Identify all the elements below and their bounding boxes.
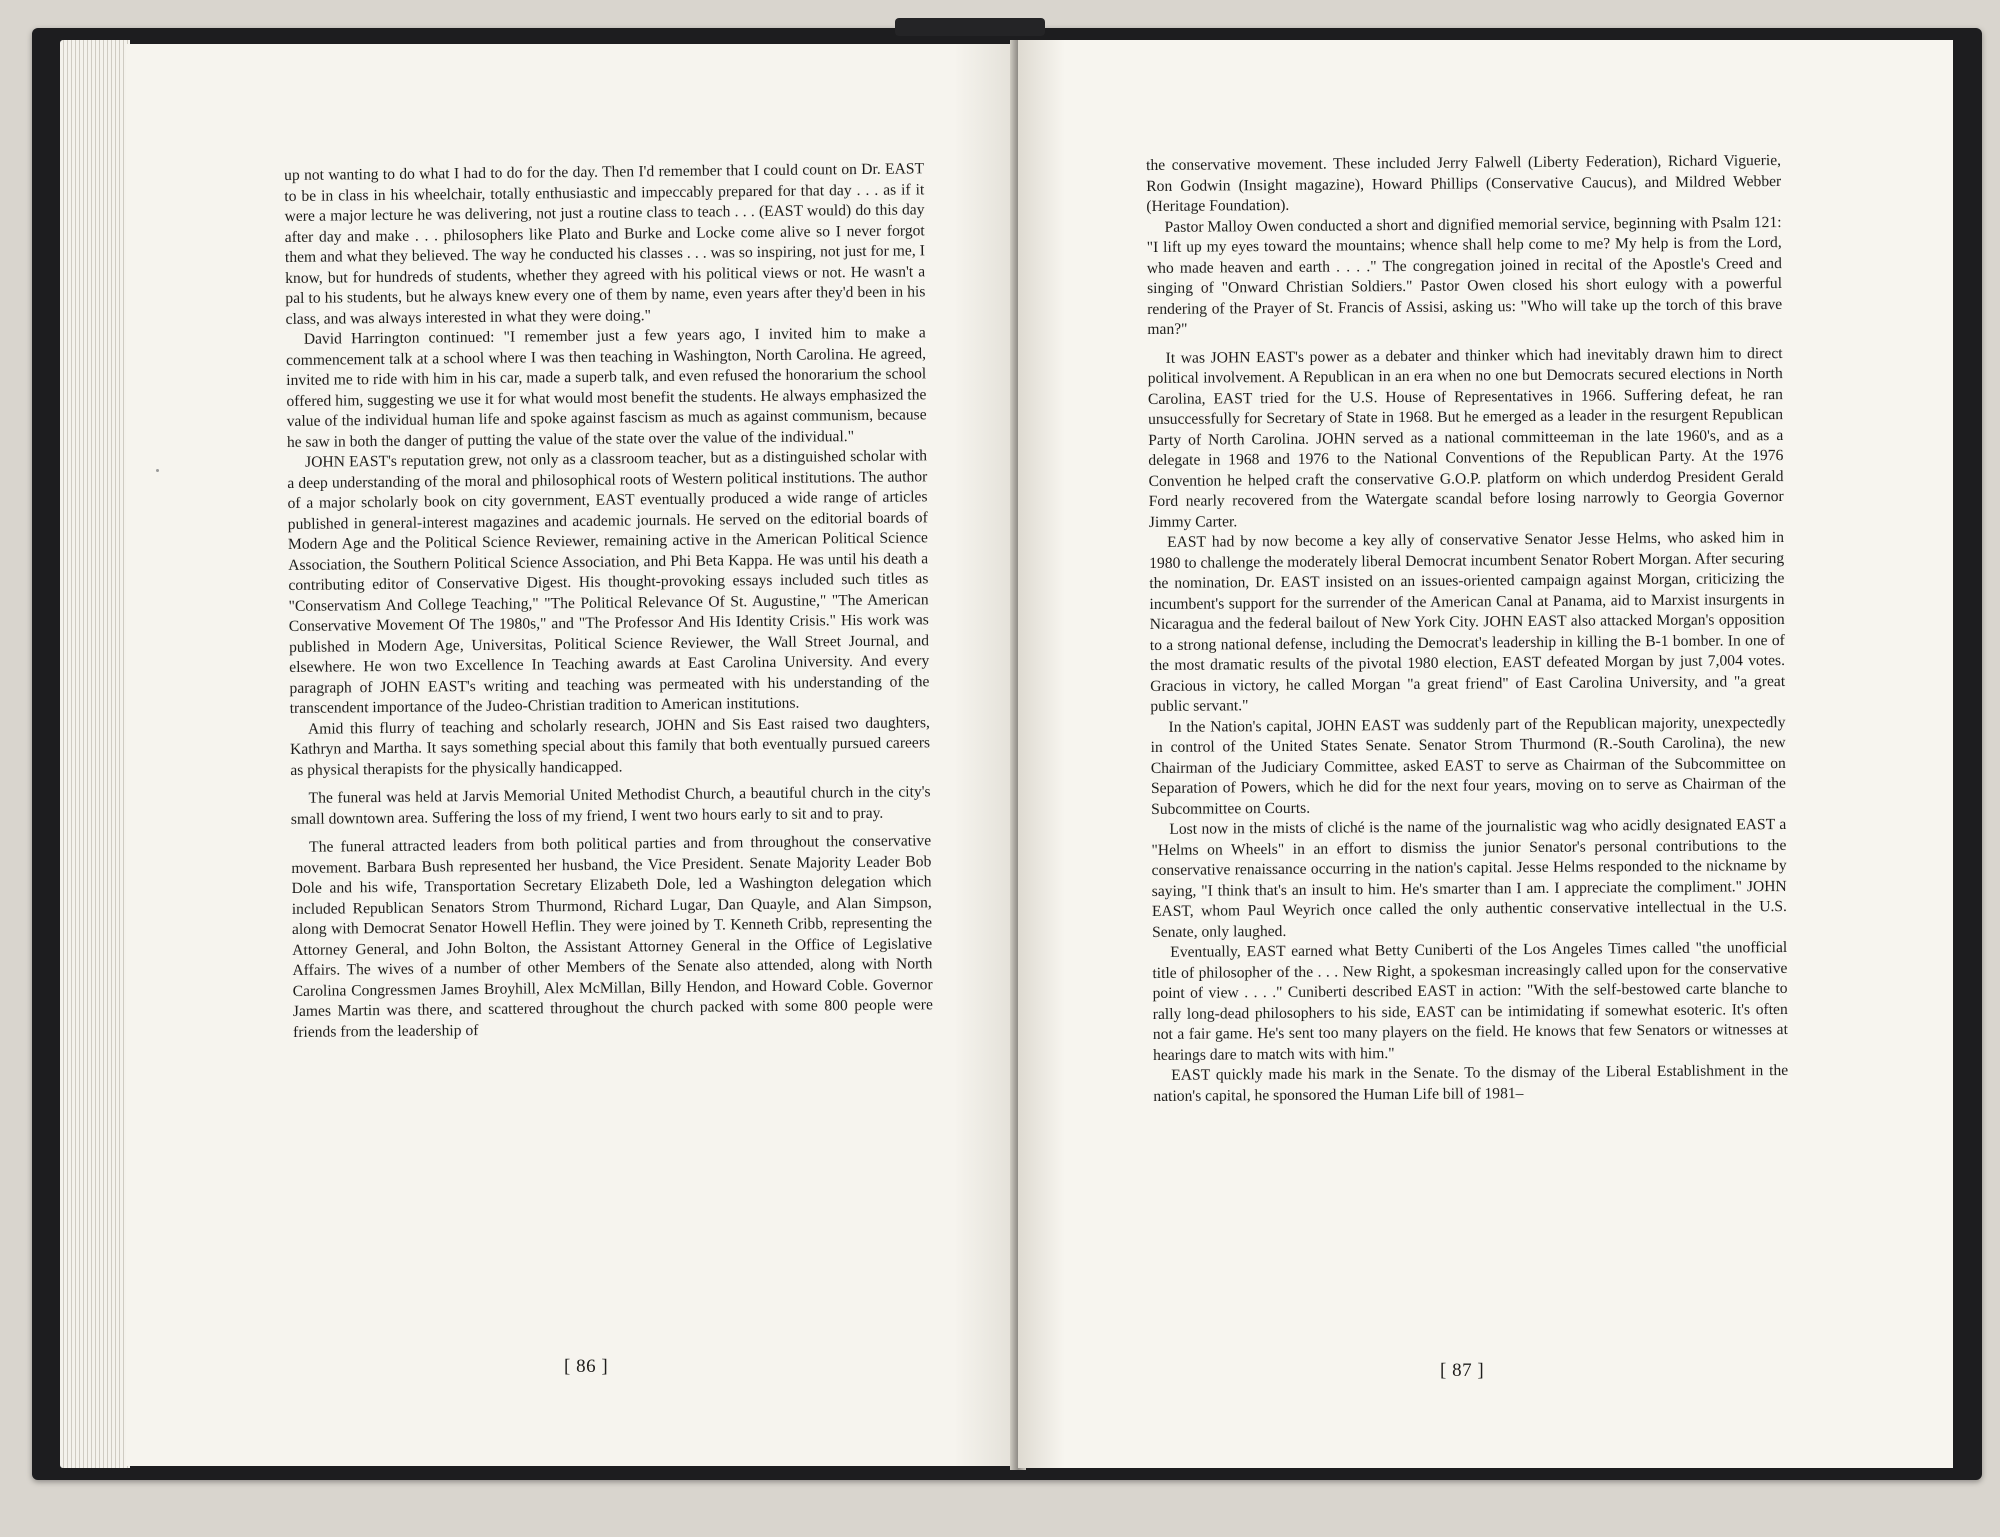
book-spine bbox=[895, 18, 1045, 36]
paragraph: EAST quickly made his mark in the Senate. To the dismay of the Liberal Establishment in the nation's capital, he sponsored the Human Life bill of 1981– bbox=[1153, 1061, 1789, 1105]
page-number: [ 87 ] bbox=[1440, 1360, 1485, 1381]
paragraph: up not wanting to do what I had to do for the day. Then I'd remember that I could count on Dr. EAST to be in class in his wheelchair, totally enthusiastic and impeccably prepared for that day . . . as if it were a major lecture he was delivering, not just a routine class to teach . . . (EAST would) do this day after day and make . . . philosophers like Plato and Burke and Locke come alive so I never forgot them and what they believed. The way he conducted his classes . . . was so inspiring, not just for me, I know, but for hundreds of students, whether they agreed with his political views or not. He wasn't a pal to his students, but he always knew every one of them by name, even years after they'd been in his class, and was always interested in what they were doing." bbox=[284, 160, 926, 328]
paragraph: Eventually, EAST earned what Betty Cuniberti of the Los Angeles Times called "the unofficial title of philosopher of the . . . New Right, a spokesman increasingly called upon for the conservative point of view . . . ." Cuniberti described EAST in action: "With the self-bestowed carte blanche to rally long-dead philosophers to his side, EAST can be intimidating if somewhat esoteric. It's often not a fair game. He's sent too many players on the field. He knows that few Senators or witnesses at hearings dare to match wits with him." bbox=[1152, 938, 1788, 1064]
paragraph: Lost now in the mists of cliché is the name of the journalistic wag who acidly designated EAST a "Helms on Wheels" in an effort to dismiss the junior Senator's personal contributions to the conservative renaissance occurring in the nation's capital. Jesse Helms responded to the nickname by saying, "I think that's an insult to him. He's smarter than I am. I appreciate the compliment." JOHN EAST, whom Paul Weyrich once called the only authentic conservative intellectual in the U.S. Senate, only laughed. bbox=[1151, 815, 1787, 941]
left-page-text bbox=[284, 159, 933, 1043]
paragraph: The funeral attracted leaders from both political parties and from throughout the conservative movement. Barbara Bush represented her husband, the Vice President. Senate Majority Leader Bob Dole and his wife, Transportation Secretary Elizabeth Dole, led a Washington delegation which included Republican Senators Strom Thurmond, Richard Lugar, Dan Quayle, and Alan Simpson, along with Democrat Senator Howell Heflin. They were joined by T. Kenneth Cribb, representing the Attorney General, and John Bolton, the Assistant Attorney General in the Office of Legislative Affairs. The wives of a number of other Members of the Senate also attended, along with North Carolina Congressmen James Broyhill, Alex McMillan, Billy Hendon, and Howard Coble. Governor James Martin was there, and scattered throughout the church packed with some 800 people were friends from the leadership of bbox=[291, 832, 933, 1041]
paragraph: In the Nation's capital, JOHN EAST was suddenly part of the Republican majority, unexpectedly in control of the United States Senate. Senator Strom Thurmond (R.-South Carolina), the new Chairman of the Judiciary Committee, asked EAST to serve as Chairman of the Subcommittee on Separation of Powers, which he did for the next four years, moving on to serve as Chairman of the Subcommittee on Courts. bbox=[1150, 713, 1787, 818]
paragraph: Amid this flurry of teaching and scholarly research, JOHN and Sis East raised two daughters, Kathryn and Martha. It says something special about this family that both eventually pursued careers as physical therapists for the physically handicapped. bbox=[290, 713, 931, 779]
page-edges bbox=[60, 40, 130, 1468]
paragraph: EAST had by now become a key ally of conservative Senator Jesse Helms, who asked him in 1980 to challenge the moderately liberal Democrat incumbent Senator Robert Morgan. After securing the nomination, Dr. EAST insisted on an issues-oriented campaign against Morgan, criticizing the incumbent's support for the surrender of the American Canal at Panama, aid to Marxist insurgents in Nicaragua and the federal bailout of New York City. JOHN EAST also attacked Morgan's opposition to a strong national defense, including the Democrat's leadership in killing the B-1 bomber. In one of the most dramatic results of the pivotal 1980 election, EAST defeated Morgan by just 7,004 votes. Gracious in victory, he called Morgan "a great friend" of East Carolina University, and "a great public servant." bbox=[1149, 529, 1786, 715]
paragraph: Pastor Malloy Owen conducted a short and dignified memorial service, beginning with Psalm 121: "I lift up my eyes toward the mountains; whence shall help come to me? My help is from the Lord, who made heaven and earth . . . ." The congregation joined in recital of the Apostle's Creed and singing of "Onward Christian Soldiers." Pastor Owen closed his short eulogy with a powerful rendering of the Prayer of St. Francis of Assisi, asking us: "Who will take up the torch of this brave man?" bbox=[1146, 213, 1783, 338]
paragraph: It was JOHN EAST's power as a debater and thinker which had inevitably drawn him to direct political involvement. A Republican in an era when no one but Democrats secured elections in North Carolina, EAST tried for the U.S. House of Representatives in 1966. Suffering defeat, he ran unsuccessfully for Secretary of State in 1968. But he emerged as a leader in the resurgent Republican Party of North Carolina. JOHN served as a national committeeman in the late 1960's, and as a delegate in 1968 and 1976 to the National Conventions of the Republican Party. At the 1976 Convention he helped craft the conservative G.O.P. platform on which underdog President Gerald Ford nearly recovered from the Watergate scandal before losing narrowly to Georgia Governor Jimmy Carter. bbox=[1147, 344, 1784, 531]
right-page-text bbox=[1146, 151, 1788, 1107]
right-page bbox=[1018, 40, 1953, 1468]
paragraph: David Harrington continued: "I remember just a few years ago, I invited him to make a commencement talk at a school where I was then teaching in Washington, North Carolina. He agreed, invited me to ride with him in his car, made a superb talk, and even refused the honorarium the school offered him, suggesting we use it for what would most benefit the students. He always emphasized the value of the individual human life and spoke against fascism as much as against communism, because he saw in both the danger of putting the value of the state over the value of the individual." bbox=[285, 324, 927, 451]
page-speck bbox=[156, 469, 159, 472]
paragraph: JOHN EAST's reputation grew, not only as a classroom teacher, but as a distinguished scholar with a deep understanding of the moral and philosophical roots of Western political institutions. The author of a major scholarly book on city government, EAST eventually produced a wide range of articles published in general-interest magazines and academic journals. He served on the editorial boards of Modern Age and the Political Science Reviewer, remaining active in the American Political Science Association, the Southern Political Science Association, and Phi Beta Kappa. He was until his death a contributing editor of Conservative Digest. His thought-provoking essays included such titles as "Conservatism And College Teaching," "The Political Relevance Of St. Augustine," "The American Conservative Movement Of The 1980s," and "The Professor And His Identity Crisis." His work was published in Modern Age, Universitas, Political Science Reviewer, the Wall Street Journal, and elsewhere. He won two Excellence In Teaching awards at East Carolina University. And every paragraph of JOHN EAST's writing and teaching was permeated with his understanding of the transcendent importance of the Judeo-Christian tradition to American institutions. bbox=[287, 447, 930, 717]
page-number: [ 86 ] bbox=[564, 1356, 609, 1377]
left-page bbox=[126, 44, 1016, 1466]
paragraph: the conservative movement. These included Jerry Falwell (Liberty Federation), Richard Viguerie, Ron Godwin (Insight magazine), Howard Phillips (Conservative Caucus), and Mildred Webber (Heritage Foundation). bbox=[1146, 152, 1782, 215]
paragraph: The funeral was held at Jarvis Memorial United Methodist Church, a beautiful church in the city's small downtown area. Suffering the loss of my friend, I went two hours early to sit and to pray. bbox=[290, 783, 931, 828]
